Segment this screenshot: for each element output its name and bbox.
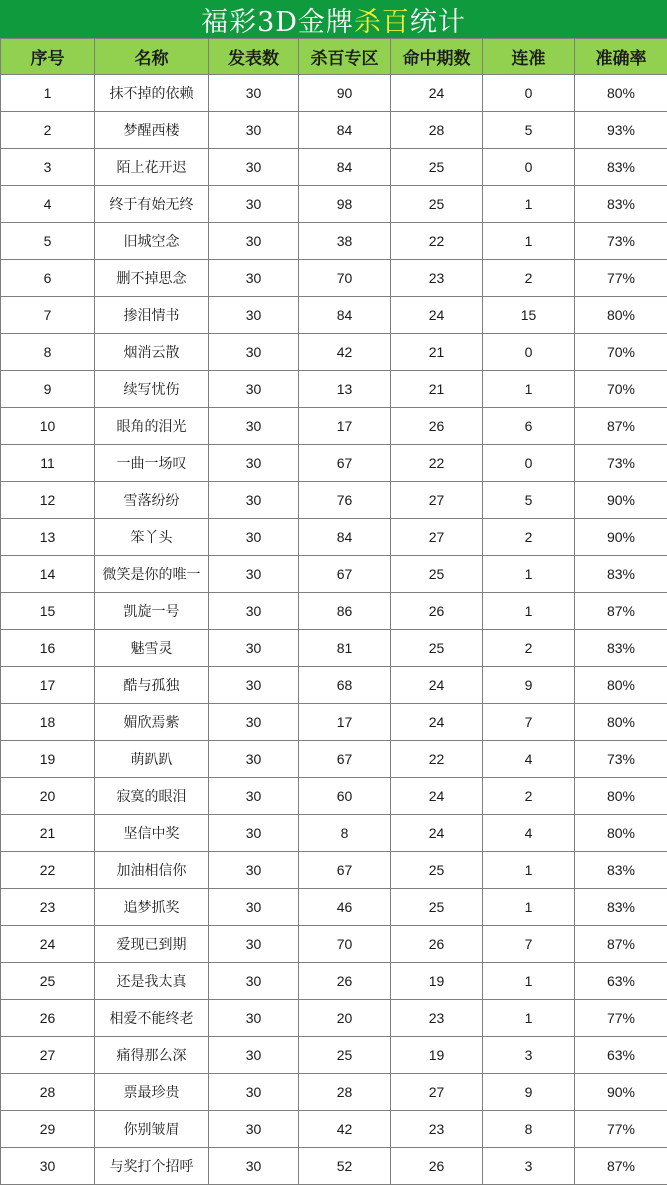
cell-kill-hundred: 68 <box>299 667 391 704</box>
cell-name: 寂寞的眼泪 <box>95 778 209 815</box>
cell-index: 23 <box>1 889 95 926</box>
cell-accuracy: 83% <box>575 186 667 223</box>
cell-hit-periods: 21 <box>391 334 483 371</box>
cell-index: 14 <box>1 556 95 593</box>
cell-published: 30 <box>209 112 299 149</box>
cell-hit-periods: 22 <box>391 445 483 482</box>
cell-hit-periods: 26 <box>391 1148 483 1185</box>
cell-accuracy: 87% <box>575 1148 667 1185</box>
cell-published: 30 <box>209 334 299 371</box>
table-row <box>1 1148 667 1185</box>
cell-index: 9 <box>1 371 95 408</box>
cell-streak: 9 <box>483 667 575 704</box>
cell-streak: 1 <box>483 371 575 408</box>
table-header <box>1 39 667 75</box>
cell-accuracy: 83% <box>575 556 667 593</box>
cell-published: 30 <box>209 1037 299 1074</box>
cell-hit-periods: 19 <box>391 963 483 1000</box>
cell-index: 16 <box>1 630 95 667</box>
cell-published: 30 <box>209 963 299 1000</box>
cell-name: 加油相信你 <box>95 852 209 889</box>
cell-streak: 9 <box>483 1074 575 1111</box>
cell-kill-hundred: 60 <box>299 778 391 815</box>
cell-name: 掺泪情书 <box>95 297 209 334</box>
table-row <box>1 963 667 1000</box>
cell-published: 30 <box>209 297 299 334</box>
cell-kill-hundred: 28 <box>299 1074 391 1111</box>
cell-hit-periods: 25 <box>391 186 483 223</box>
cell-hit-periods: 25 <box>391 852 483 889</box>
cell-index: 17 <box>1 667 95 704</box>
cell-hit-periods: 27 <box>391 519 483 556</box>
cell-kill-hundred: 98 <box>299 186 391 223</box>
table-row <box>1 852 667 889</box>
cell-index: 29 <box>1 1111 95 1148</box>
cell-index: 28 <box>1 1074 95 1111</box>
cell-accuracy: 90% <box>575 482 667 519</box>
cell-hit-periods: 24 <box>391 297 483 334</box>
cell-name: 梦醒西楼 <box>95 112 209 149</box>
cell-published: 30 <box>209 704 299 741</box>
cell-streak: 1 <box>483 186 575 223</box>
table-row <box>1 445 667 482</box>
cell-published: 30 <box>209 1000 299 1037</box>
cell-published: 30 <box>209 75 299 112</box>
cell-index: 13 <box>1 519 95 556</box>
table-row <box>1 334 667 371</box>
cell-accuracy: 93% <box>575 112 667 149</box>
cell-published: 30 <box>209 371 299 408</box>
cell-accuracy: 70% <box>575 371 667 408</box>
cell-streak: 1 <box>483 852 575 889</box>
cell-kill-hundred: 38 <box>299 223 391 260</box>
cell-accuracy: 87% <box>575 593 667 630</box>
cell-hit-periods: 22 <box>391 741 483 778</box>
title-highlight: 杀百 <box>354 0 410 39</box>
cell-streak: 7 <box>483 926 575 963</box>
table-row <box>1 1111 667 1148</box>
table-row <box>1 1000 667 1037</box>
cell-accuracy: 80% <box>575 667 667 704</box>
cell-published: 30 <box>209 408 299 445</box>
cell-accuracy: 63% <box>575 1037 667 1074</box>
cell-name: 还是我太真 <box>95 963 209 1000</box>
cell-hit-periods: 24 <box>391 667 483 704</box>
cell-accuracy: 90% <box>575 519 667 556</box>
cell-streak: 0 <box>483 149 575 186</box>
cell-hit-periods: 23 <box>391 1111 483 1148</box>
cell-accuracy: 73% <box>575 741 667 778</box>
table-row <box>1 889 667 926</box>
cell-name: 旧城空念 <box>95 223 209 260</box>
cell-hit-periods: 27 <box>391 1074 483 1111</box>
table-row <box>1 223 667 260</box>
table-row <box>1 815 667 852</box>
cell-accuracy: 87% <box>575 926 667 963</box>
cell-streak: 15 <box>483 297 575 334</box>
table-row <box>1 556 667 593</box>
cell-index: 30 <box>1 1148 95 1185</box>
cell-hit-periods: 24 <box>391 815 483 852</box>
cell-kill-hundred: 84 <box>299 149 391 186</box>
cell-name: 烟消云散 <box>95 334 209 371</box>
cell-index: 8 <box>1 334 95 371</box>
cell-kill-hundred: 42 <box>299 334 391 371</box>
cell-accuracy: 77% <box>575 1000 667 1037</box>
cell-kill-hundred: 8 <box>299 815 391 852</box>
cell-kill-hundred: 70 <box>299 926 391 963</box>
cell-streak: 3 <box>483 1037 575 1074</box>
cell-accuracy: 80% <box>575 704 667 741</box>
cell-index: 27 <box>1 1037 95 1074</box>
cell-name: 删不掉思念 <box>95 260 209 297</box>
cell-name: 酷与孤独 <box>95 667 209 704</box>
cell-index: 25 <box>1 963 95 1000</box>
cell-index: 15 <box>1 593 95 630</box>
cell-kill-hundred: 17 <box>299 408 391 445</box>
cell-streak: 6 <box>483 408 575 445</box>
cell-streak: 2 <box>483 519 575 556</box>
cell-kill-hundred: 42 <box>299 1111 391 1148</box>
cell-index: 26 <box>1 1000 95 1037</box>
cell-streak: 8 <box>483 1111 575 1148</box>
cell-index: 19 <box>1 741 95 778</box>
cell-accuracy: 87% <box>575 408 667 445</box>
cell-accuracy: 83% <box>575 630 667 667</box>
cell-published: 30 <box>209 1074 299 1111</box>
cell-kill-hundred: 67 <box>299 741 391 778</box>
cell-accuracy: 80% <box>575 778 667 815</box>
cell-published: 30 <box>209 852 299 889</box>
cell-name: 微笑是你的唯一 <box>95 556 209 593</box>
cell-streak: 3 <box>483 1148 575 1185</box>
cell-accuracy: 90% <box>575 1074 667 1111</box>
cell-kill-hundred: 17 <box>299 704 391 741</box>
cell-name: 追梦抓奖 <box>95 889 209 926</box>
cell-accuracy: 77% <box>575 260 667 297</box>
cell-streak: 1 <box>483 963 575 1000</box>
cell-published: 30 <box>209 741 299 778</box>
cell-kill-hundred: 70 <box>299 260 391 297</box>
table-row <box>1 926 667 963</box>
cell-name: 陌上花开迟 <box>95 149 209 186</box>
table-row <box>1 778 667 815</box>
cell-published: 30 <box>209 186 299 223</box>
cell-published: 30 <box>209 889 299 926</box>
cell-streak: 5 <box>483 482 575 519</box>
cell-hit-periods: 25 <box>391 630 483 667</box>
table-body <box>1 75 667 1185</box>
table-row <box>1 519 667 556</box>
table-row <box>1 408 667 445</box>
cell-name: 抹不掉的依赖 <box>95 75 209 112</box>
cell-published: 30 <box>209 926 299 963</box>
cell-name: 你别皱眉 <box>95 1111 209 1148</box>
cell-index: 7 <box>1 297 95 334</box>
cell-streak: 1 <box>483 593 575 630</box>
cell-index: 18 <box>1 704 95 741</box>
cell-kill-hundred: 84 <box>299 112 391 149</box>
table-row <box>1 371 667 408</box>
cell-published: 30 <box>209 815 299 852</box>
cell-hit-periods: 27 <box>391 482 483 519</box>
header-row <box>1 39 667 75</box>
cell-kill-hundred: 52 <box>299 1148 391 1185</box>
header-hit-periods: 命中期数 <box>391 39 483 75</box>
cell-published: 30 <box>209 519 299 556</box>
cell-hit-periods: 26 <box>391 408 483 445</box>
cell-accuracy: 80% <box>575 815 667 852</box>
title-text-end: 统计 <box>410 0 466 39</box>
cell-streak: 0 <box>483 75 575 112</box>
cell-accuracy: 73% <box>575 445 667 482</box>
cell-streak: 4 <box>483 815 575 852</box>
cell-accuracy: 80% <box>575 297 667 334</box>
cell-name: 雪落纷纷 <box>95 482 209 519</box>
cell-streak: 0 <box>483 334 575 371</box>
cell-streak: 2 <box>483 778 575 815</box>
table-row <box>1 482 667 519</box>
cell-hit-periods: 26 <box>391 926 483 963</box>
cell-hit-periods: 24 <box>391 704 483 741</box>
cell-kill-hundred: 67 <box>299 556 391 593</box>
cell-name: 相爱不能终老 <box>95 1000 209 1037</box>
table-row <box>1 112 667 149</box>
cell-name: 萌趴趴 <box>95 741 209 778</box>
cell-streak: 5 <box>483 112 575 149</box>
header-kill-hundred: 杀百专区 <box>299 39 391 75</box>
cell-index: 12 <box>1 482 95 519</box>
cell-accuracy: 83% <box>575 852 667 889</box>
header-index: 序号 <box>1 39 95 75</box>
cell-hit-periods: 23 <box>391 260 483 297</box>
header-accuracy: 准确率 <box>575 39 667 75</box>
cell-name: 爱现已到期 <box>95 926 209 963</box>
cell-published: 30 <box>209 556 299 593</box>
header-published: 发表数 <box>209 39 299 75</box>
cell-published: 30 <box>209 1111 299 1148</box>
cell-published: 30 <box>209 482 299 519</box>
cell-published: 30 <box>209 445 299 482</box>
cell-index: 2 <box>1 112 95 149</box>
cell-hit-periods: 25 <box>391 556 483 593</box>
cell-streak: 4 <box>483 741 575 778</box>
cell-streak: 1 <box>483 889 575 926</box>
cell-index: 4 <box>1 186 95 223</box>
cell-index: 20 <box>1 778 95 815</box>
cell-accuracy: 83% <box>575 149 667 186</box>
table-row <box>1 741 667 778</box>
cell-kill-hundred: 84 <box>299 297 391 334</box>
cell-accuracy: 63% <box>575 963 667 1000</box>
cell-name: 凯旋一号 <box>95 593 209 630</box>
cell-published: 30 <box>209 667 299 704</box>
cell-streak: 1 <box>483 223 575 260</box>
cell-streak: 0 <box>483 445 575 482</box>
cell-published: 30 <box>209 149 299 186</box>
page-title <box>0 0 667 38</box>
cell-name: 一曲一场叹 <box>95 445 209 482</box>
table-row <box>1 1037 667 1074</box>
cell-published: 30 <box>209 260 299 297</box>
cell-hit-periods: 28 <box>391 112 483 149</box>
cell-index: 5 <box>1 223 95 260</box>
cell-kill-hundred: 90 <box>299 75 391 112</box>
stats-table <box>0 38 667 1185</box>
cell-hit-periods: 26 <box>391 593 483 630</box>
header-streak: 连准 <box>483 39 575 75</box>
cell-index: 11 <box>1 445 95 482</box>
cell-kill-hundred: 13 <box>299 371 391 408</box>
cell-name: 眼角的泪光 <box>95 408 209 445</box>
cell-streak: 2 <box>483 260 575 297</box>
title-text: 福彩3D金牌 <box>201 0 354 39</box>
cell-hit-periods: 25 <box>391 889 483 926</box>
table-row <box>1 630 667 667</box>
cell-hit-periods: 23 <box>391 1000 483 1037</box>
header-name: 名称 <box>95 39 209 75</box>
cell-streak: 7 <box>483 704 575 741</box>
cell-index: 3 <box>1 149 95 186</box>
cell-name: 媚欣焉紫 <box>95 704 209 741</box>
cell-kill-hundred: 84 <box>299 519 391 556</box>
cell-index: 6 <box>1 260 95 297</box>
cell-name: 坚信中奖 <box>95 815 209 852</box>
cell-accuracy: 77% <box>575 1111 667 1148</box>
cell-index: 22 <box>1 852 95 889</box>
cell-kill-hundred: 67 <box>299 852 391 889</box>
cell-kill-hundred: 67 <box>299 445 391 482</box>
cell-name: 魅雪灵 <box>95 630 209 667</box>
cell-name: 续写忧伤 <box>95 371 209 408</box>
cell-published: 30 <box>209 630 299 667</box>
table-row <box>1 593 667 630</box>
cell-hit-periods: 19 <box>391 1037 483 1074</box>
cell-kill-hundred: 26 <box>299 963 391 1000</box>
table-row <box>1 297 667 334</box>
cell-name: 票最珍贵 <box>95 1074 209 1111</box>
table-row <box>1 260 667 297</box>
cell-accuracy: 70% <box>575 334 667 371</box>
cell-published: 30 <box>209 778 299 815</box>
cell-published: 30 <box>209 1148 299 1185</box>
cell-hit-periods: 22 <box>391 223 483 260</box>
cell-kill-hundred: 76 <box>299 482 391 519</box>
cell-streak: 1 <box>483 1000 575 1037</box>
cell-kill-hundred: 81 <box>299 630 391 667</box>
cell-name: 笨丫头 <box>95 519 209 556</box>
cell-kill-hundred: 46 <box>299 889 391 926</box>
cell-name: 痛得那么深 <box>95 1037 209 1074</box>
table-row <box>1 186 667 223</box>
cell-kill-hundred: 86 <box>299 593 391 630</box>
cell-published: 30 <box>209 593 299 630</box>
cell-published: 30 <box>209 223 299 260</box>
cell-index: 1 <box>1 75 95 112</box>
cell-accuracy: 80% <box>575 75 667 112</box>
table-row <box>1 667 667 704</box>
cell-hit-periods: 24 <box>391 778 483 815</box>
table-row <box>1 1074 667 1111</box>
table-row <box>1 75 667 112</box>
cell-accuracy: 83% <box>575 889 667 926</box>
cell-name: 终于有始无终 <box>95 186 209 223</box>
cell-kill-hundred: 20 <box>299 1000 391 1037</box>
cell-hit-periods: 25 <box>391 149 483 186</box>
cell-index: 24 <box>1 926 95 963</box>
cell-kill-hundred: 25 <box>299 1037 391 1074</box>
cell-hit-periods: 24 <box>391 75 483 112</box>
table-row <box>1 149 667 186</box>
cell-accuracy: 73% <box>575 223 667 260</box>
cell-index: 10 <box>1 408 95 445</box>
cell-index: 21 <box>1 815 95 852</box>
cell-streak: 2 <box>483 630 575 667</box>
cell-hit-periods: 21 <box>391 371 483 408</box>
table-row <box>1 704 667 741</box>
cell-streak: 1 <box>483 556 575 593</box>
cell-name: 与奖打个招呼 <box>95 1148 209 1185</box>
